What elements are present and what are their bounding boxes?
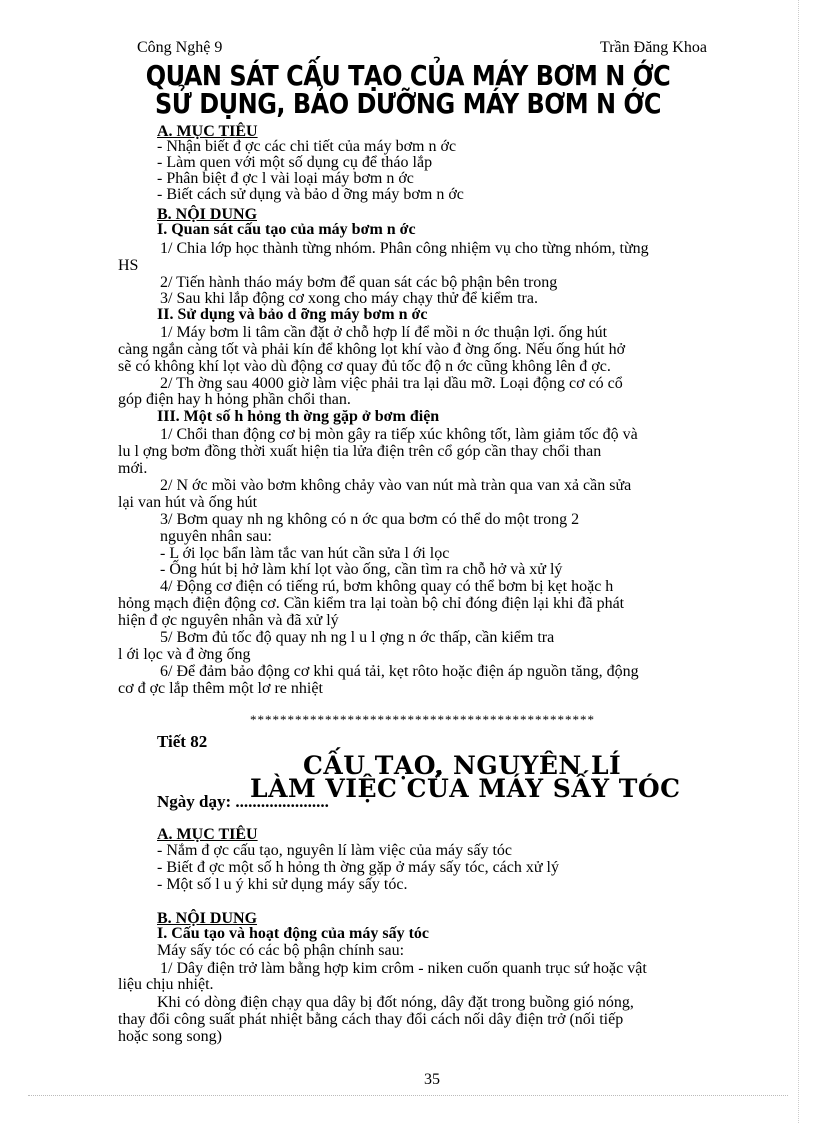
section2-objectives-heading: A. MỤC TIÊU	[157, 826, 258, 843]
section1-part-ii-heading: II. Sử dụng và bảo d ỡng máy bơm n ớc	[157, 306, 428, 323]
paragraph-line: liệu chịu nhiệt.	[118, 976, 214, 993]
paragraph-line: hiện đ ợc nguyên nhân và đã xử lý	[118, 612, 339, 629]
paragraph-line: hỏng mạch điện động cơ. Cần kiểm tra lại toàn bộ chỉ đóng điện lại khi đã phát	[118, 595, 625, 612]
section1-objective-item: - Biết cách sử dụng và bảo d ỡng máy bơm n ớc	[157, 186, 464, 203]
paragraph-line: - Ống hút bị hở làm khí lọt vào ống, cần tìm ra chỗ hở và xử lý	[160, 561, 563, 578]
lesson-label: Tiết 82	[157, 732, 208, 751]
right-dotted-border	[798, 0, 799, 1123]
paragraph-line: hoặc song song)	[118, 1028, 222, 1045]
section1-part-iii-heading: III. Một số h hỏng th ờng gặp ở bơm điện	[157, 408, 440, 425]
section2-part-i-heading: I. Cấu tạo và hoạt động của máy sấy tóc	[157, 925, 430, 942]
paragraph-line: cơ đ ợc lắp thêm một lơ re nhiệt	[118, 680, 323, 697]
section1-objectives-heading: A. MỤC TIÊU	[157, 123, 258, 140]
section2-objective-item: - Một số l u ý khi sử dụng máy sấy tóc.	[157, 876, 408, 893]
paragraph-line: thay đổi công suất phát nhiệt bằng cách thay đổi cách nối dây điện trở (nối tiếp	[118, 1011, 624, 1028]
lesson-title-line-2: LÀM VIỆC CỦA MÁY SẤY TÓC	[250, 774, 681, 803]
section1-content-heading: B. NỘI DUNG	[157, 206, 258, 223]
paragraph-line: l ới lọc và đ ờng ống	[118, 646, 251, 663]
paragraph-line: 6/ Để đảm bảo động cơ khi quá tải, kẹt rôto hoặc điện áp nguồn tăng, động	[160, 663, 639, 680]
paragraph-line: 2/ Th ờng sau 4000 giờ làm việc phải tra lại dầu mỡ. Loại động cơ có cổ	[160, 375, 623, 392]
header-author: Trần Đăng Khoa	[600, 39, 707, 56]
lesson-title-line-1: CẤU TẠO, NGUYÊN LÍ	[303, 751, 622, 780]
title-line-2: SỬ DỤNG, BẢO DƯỠNG MÁY BƠM N ỚC	[155, 87, 661, 121]
section1-part-i-heading: I. Quan sát cấu tạo của máy bơm n ớc	[157, 221, 416, 238]
section1-objective-item: - Nhận biết đ ợc các chi tiết của máy bơm n ớc	[157, 138, 457, 155]
paragraph-line: nguyên nhân sau:	[160, 528, 272, 545]
star-separator: **********************************************	[250, 712, 595, 727]
section2-objective-item: - Biết đ ợc một số h hỏng th ờng gặp ở máy sấy tóc, cách xử lý	[157, 859, 559, 876]
paragraph-line: sẽ có không khí lọt vào dù động cơ quay đủ tốc độ n ớc cũng không lên đ ợc.	[118, 358, 611, 375]
section1-objective-item: - Làm quen với một số dụng cụ để tháo lắp	[157, 154, 433, 171]
paragraph-line: 1/ Chia lớp học thành từng nhóm. Phân công nhiệm vụ cho từng nhóm, từng	[160, 240, 649, 257]
paragraph-line: mới.	[118, 460, 148, 477]
paragraph-line: 1/ Chổi than động cơ bị mòn gây ra tiếp xúc không tốt, làm giảm tốc độ và	[160, 426, 638, 443]
paragraph-line: - L ới lọc bẩn làm tắc van hút cần sửa l ới lọc	[160, 545, 450, 562]
page-number: 35	[424, 1071, 440, 1088]
title-line-1: QUAN SÁT CẤU TẠO CỦA MÁY BƠM N ỚC	[145, 59, 671, 93]
section2-content-heading: B. NỘI DUNG	[157, 910, 258, 927]
paragraph-line: Khi có dòng điện chạy qua dây bị đốt nóng, dây đặt trong buồng gió nóng,	[157, 994, 634, 1011]
paragraph-line: lại van hút và ống hút	[118, 494, 258, 511]
paragraph-line: 1/ Dây điện trở làm bằng hợp kim crôm - niken cuốn quanh trục sứ hoặc vật	[160, 960, 647, 977]
paragraph-line: 4/ Động cơ điện có tiếng rú, bơm không quay có thể bơm bị kẹt hoặc h	[160, 578, 614, 595]
section1-objective-item: - Phân biệt đ ợc l vài loại máy bơm n ớc	[157, 170, 414, 187]
header-subject: Công Nghệ 9	[137, 39, 223, 56]
lesson-date: Ngày dạy: ......................	[157, 792, 329, 811]
paragraph-line: 2/ Tiến hành tháo máy bơm để quan sát các bộ phận bên trong	[160, 274, 558, 291]
paragraph-line: Máy sấy tóc có các bộ phận chính sau:	[157, 942, 405, 959]
paragraph-line: lu l ợng bơm đồng thời xuất hiện tia lửa điện trên cổ góp cần thay chổi than	[118, 443, 602, 460]
paragraph-line: HS	[118, 257, 139, 274]
paragraph-line: 5/ Bơm đủ tốc độ quay nh ng l u l ợng n ớc thấp, cần kiểm tra	[160, 629, 555, 646]
paragraph-line: 3/ Bơm quay nh ng không có n ớc qua bơm có thể do một trong 2	[160, 511, 580, 528]
section2-objective-item: - Nắm đ ợc cấu tạo, nguyên lí làm việc của máy sấy tóc	[157, 842, 512, 859]
paragraph-line: 2/ N ớc mồi vào bơm không chảy vào van nút mà tràn qua van xả cần sửa	[160, 477, 632, 494]
bottom-dotted-border	[28, 1095, 788, 1096]
paragraph-line: góp điện hay h hỏng phần chổi than.	[118, 391, 351, 408]
paragraph-line: càng ngắn càng tốt và phải kín để không lọt khí vào đ ờng ống. Nếu ống hút hở	[118, 341, 626, 358]
paragraph-line: 3/ Sau khi lắp động cơ xong cho máy chạy thử để kiểm tra.	[160, 290, 538, 307]
paragraph-line: 1/ Máy bơm li tâm cần đặt ở chỗ hợp lí để mồi n ớc thuận lợi. ống hút	[160, 324, 608, 341]
